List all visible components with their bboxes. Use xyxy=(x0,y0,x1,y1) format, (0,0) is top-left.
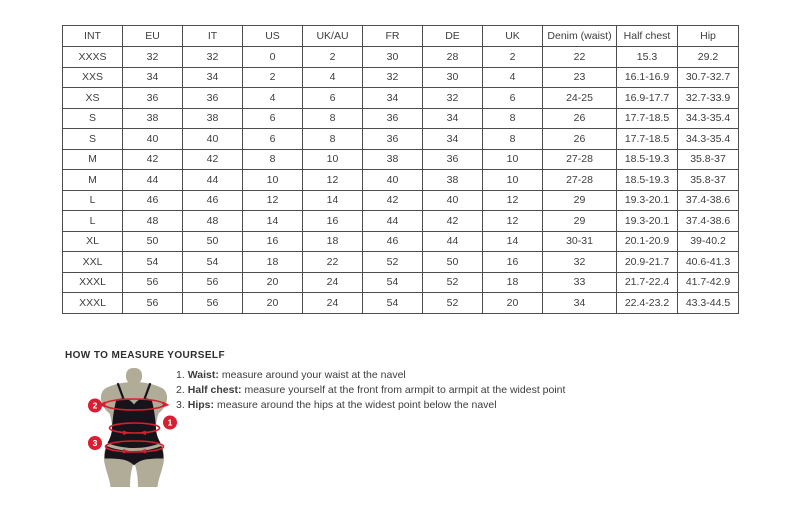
table-cell: 18 xyxy=(243,252,303,273)
table-cell: S xyxy=(63,129,123,150)
step-term: Hips: xyxy=(187,399,215,411)
table-cell: 20 xyxy=(243,293,303,314)
step-description: measure around your waist at the navel xyxy=(221,369,406,381)
table-cell: 52 xyxy=(363,252,423,273)
table-cell: 30 xyxy=(363,47,423,68)
table-cell: 14 xyxy=(243,211,303,232)
step-number: 1. xyxy=(176,369,185,381)
size-chart-body xyxy=(63,47,739,314)
column-header: Half chest xyxy=(617,26,678,47)
table-cell: 16.9-17.7 xyxy=(617,88,678,109)
table-row xyxy=(63,293,739,314)
table-cell: 18.5-19.3 xyxy=(617,170,678,191)
chest-badge-number: 2 xyxy=(92,400,98,411)
table-cell: S xyxy=(63,108,123,129)
table-cell: 26 xyxy=(543,108,617,129)
column-header: IT xyxy=(183,26,243,47)
table-cell: 32 xyxy=(183,47,243,68)
table-cell: 8 xyxy=(483,129,543,150)
measure-step xyxy=(176,400,565,411)
table-cell: 46 xyxy=(183,190,243,211)
table-cell: 24 xyxy=(303,272,363,293)
table-cell: 6 xyxy=(303,88,363,109)
table-cell: 16 xyxy=(483,252,543,273)
table-cell: 42 xyxy=(123,149,183,170)
table-cell: 32 xyxy=(543,252,617,273)
measure-steps-list xyxy=(176,370,565,415)
table-cell: 40 xyxy=(363,170,423,191)
table-cell: 22.4-23.2 xyxy=(617,293,678,314)
table-cell: 16 xyxy=(243,231,303,252)
table-cell: 50 xyxy=(123,231,183,252)
table-cell: XL xyxy=(63,231,123,252)
table-cell: 37.4-38.6 xyxy=(678,211,739,232)
table-cell: 33 xyxy=(543,272,617,293)
table-cell: 19.3-20.1 xyxy=(617,211,678,232)
table-cell: 46 xyxy=(123,190,183,211)
table-cell: 43.3-44.5 xyxy=(678,293,739,314)
step-description: measure yourself at the front from armpit to armpit at the widest point xyxy=(244,384,566,396)
column-header: INT xyxy=(63,26,123,47)
table-cell: 54 xyxy=(123,252,183,273)
hips-badge-number: 3 xyxy=(92,438,98,448)
table-cell: 20 xyxy=(483,293,543,314)
table-row xyxy=(63,47,739,68)
table-cell: XXXL xyxy=(63,293,123,314)
table-cell: 42 xyxy=(363,190,423,211)
table-cell: 34.3-35.4 xyxy=(678,129,739,150)
table-cell: M xyxy=(63,149,123,170)
table-cell: 30 xyxy=(423,67,483,88)
table-cell: 12 xyxy=(303,170,363,191)
table-cell: 30-31 xyxy=(543,231,617,252)
table-row xyxy=(63,252,739,273)
table-row xyxy=(63,190,739,211)
table-row xyxy=(63,272,739,293)
measure-step xyxy=(176,385,565,396)
table-row xyxy=(63,149,739,170)
table-cell: 32 xyxy=(123,47,183,68)
column-header: FR xyxy=(363,26,423,47)
step-description: measure around the hips at the widest point below the navel xyxy=(217,399,497,411)
table-cell: 10 xyxy=(243,170,303,191)
table-row xyxy=(63,211,739,232)
table-cell: 36 xyxy=(423,149,483,170)
table-cell: 54 xyxy=(183,252,243,273)
measurement-figure-illustration xyxy=(78,366,190,492)
table-cell: 8 xyxy=(483,108,543,129)
table-cell: 24 xyxy=(303,293,363,314)
table-cell: 36 xyxy=(123,88,183,109)
table-cell: 36 xyxy=(363,108,423,129)
table-cell: 15.3 xyxy=(617,47,678,68)
table-cell: 50 xyxy=(183,231,243,252)
table-cell: 37.4-38.6 xyxy=(678,190,739,211)
table-cell: 4 xyxy=(243,88,303,109)
table-cell: 32.7-33.9 xyxy=(678,88,739,109)
table-cell: 56 xyxy=(123,272,183,293)
table-cell: 20 xyxy=(243,272,303,293)
waist-badge-number: 1 xyxy=(167,417,173,428)
table-cell: 40 xyxy=(423,190,483,211)
table-cell: 52 xyxy=(423,293,483,314)
table-cell: L xyxy=(63,190,123,211)
table-cell: 12 xyxy=(483,211,543,232)
table-cell: 29 xyxy=(543,190,617,211)
table-row xyxy=(63,129,739,150)
table-row xyxy=(63,231,739,252)
table-cell: 44 xyxy=(123,170,183,191)
table-cell: 4 xyxy=(483,67,543,88)
table-cell: 6 xyxy=(483,88,543,109)
table-cell: 18.5-19.3 xyxy=(617,149,678,170)
marker-chest-badge xyxy=(88,399,102,413)
table-cell: 23 xyxy=(543,67,617,88)
table-cell: 27-28 xyxy=(543,170,617,191)
table-cell: 28 xyxy=(423,47,483,68)
table-cell: 4 xyxy=(303,67,363,88)
table-cell: 17.7-18.5 xyxy=(617,108,678,129)
table-cell: 36 xyxy=(183,88,243,109)
table-cell: 35.8-37 xyxy=(678,149,739,170)
table-cell: 32 xyxy=(363,67,423,88)
table-cell: 54 xyxy=(363,293,423,314)
table-cell: 12 xyxy=(483,190,543,211)
table-cell: 29 xyxy=(543,211,617,232)
table-cell: 19.3-20.1 xyxy=(617,190,678,211)
table-cell: 48 xyxy=(183,211,243,232)
column-header: Denim (waist) xyxy=(543,26,617,47)
table-cell: 44 xyxy=(423,231,483,252)
table-row xyxy=(63,170,739,191)
table-cell: 0 xyxy=(243,47,303,68)
table-cell: 20.9-21.7 xyxy=(617,252,678,273)
table-cell: 16 xyxy=(303,211,363,232)
table-cell: 6 xyxy=(243,129,303,150)
table-row xyxy=(63,67,739,88)
size-chart-header-row xyxy=(63,26,739,47)
step-term: Half chest: xyxy=(187,384,242,396)
table-cell: 34 xyxy=(423,108,483,129)
table-cell: 6 xyxy=(243,108,303,129)
table-cell: 42 xyxy=(183,149,243,170)
table-cell: XS xyxy=(63,88,123,109)
marker-waist-badge xyxy=(163,416,177,430)
table-cell: 38 xyxy=(423,170,483,191)
table-cell: 40.6-41.3 xyxy=(678,252,739,273)
table-cell: 32 xyxy=(423,88,483,109)
table-cell: 30.7-32.7 xyxy=(678,67,739,88)
table-cell: XXL xyxy=(63,252,123,273)
table-cell: 44 xyxy=(363,211,423,232)
table-cell: 35.8-37 xyxy=(678,170,739,191)
table-cell: 8 xyxy=(303,108,363,129)
table-cell: 29.2 xyxy=(678,47,739,68)
table-cell: 50 xyxy=(423,252,483,273)
table-row xyxy=(63,88,739,109)
step-number: 2. xyxy=(176,384,185,396)
table-cell: L xyxy=(63,211,123,232)
table-cell: 21.7-22.4 xyxy=(617,272,678,293)
column-header: DE xyxy=(423,26,483,47)
column-header: UK/AU xyxy=(303,26,363,47)
table-cell: 10 xyxy=(483,170,543,191)
table-cell: 14 xyxy=(303,190,363,211)
table-cell: 39-40.2 xyxy=(678,231,739,252)
table-cell: 34 xyxy=(363,88,423,109)
measure-step xyxy=(176,370,565,381)
table-cell: 12 xyxy=(243,190,303,211)
table-cell: 2 xyxy=(243,67,303,88)
table-cell: 38 xyxy=(123,108,183,129)
table-cell: 20.1-20.9 xyxy=(617,231,678,252)
table-cell: 36 xyxy=(363,129,423,150)
table-cell: 10 xyxy=(303,149,363,170)
table-cell: 34 xyxy=(183,67,243,88)
table-cell: 46 xyxy=(363,231,423,252)
table-cell: 18 xyxy=(303,231,363,252)
table-cell: M xyxy=(63,170,123,191)
table-cell: 41.7-42.9 xyxy=(678,272,739,293)
column-header: EU xyxy=(123,26,183,47)
column-header: US xyxy=(243,26,303,47)
table-cell: 24-25 xyxy=(543,88,617,109)
table-cell: 17.7-18.5 xyxy=(617,129,678,150)
table-cell: 16.1-16.9 xyxy=(617,67,678,88)
table-cell: 40 xyxy=(183,129,243,150)
table-cell: 56 xyxy=(183,272,243,293)
table-cell: 10 xyxy=(483,149,543,170)
table-cell: 2 xyxy=(483,47,543,68)
table-cell: XXXS xyxy=(63,47,123,68)
table-cell: 38 xyxy=(363,149,423,170)
table-cell: 56 xyxy=(183,293,243,314)
size-chart-table xyxy=(62,25,739,314)
column-header: UK xyxy=(483,26,543,47)
table-cell: 27-28 xyxy=(543,149,617,170)
table-cell: XXS xyxy=(63,67,123,88)
table-cell: 26 xyxy=(543,129,617,150)
table-cell: 8 xyxy=(303,129,363,150)
table-cell: 52 xyxy=(423,272,483,293)
table-cell: 56 xyxy=(123,293,183,314)
table-cell: 34.3-35.4 xyxy=(678,108,739,129)
measure-section-title: HOW TO MEASURE YOURSELF xyxy=(65,350,225,361)
column-header: Hip xyxy=(678,26,739,47)
table-cell: 34 xyxy=(123,67,183,88)
table-cell: 42 xyxy=(423,211,483,232)
table-cell: 54 xyxy=(363,272,423,293)
table-cell: XXXL xyxy=(63,272,123,293)
table-cell: 48 xyxy=(123,211,183,232)
step-term: Waist: xyxy=(187,369,219,381)
table-cell: 22 xyxy=(303,252,363,273)
table-cell: 40 xyxy=(123,129,183,150)
table-cell: 34 xyxy=(543,293,617,314)
table-cell: 14 xyxy=(483,231,543,252)
table-cell: 34 xyxy=(423,129,483,150)
table-cell: 18 xyxy=(483,272,543,293)
table-cell: 22 xyxy=(543,47,617,68)
step-number: 3. xyxy=(176,399,185,411)
table-cell: 44 xyxy=(183,170,243,191)
table-cell: 8 xyxy=(243,149,303,170)
table-cell: 38 xyxy=(183,108,243,129)
marker-hips-badge xyxy=(88,436,102,450)
table-cell: 2 xyxy=(303,47,363,68)
table-row xyxy=(63,108,739,129)
mannequin-neck xyxy=(126,368,142,384)
